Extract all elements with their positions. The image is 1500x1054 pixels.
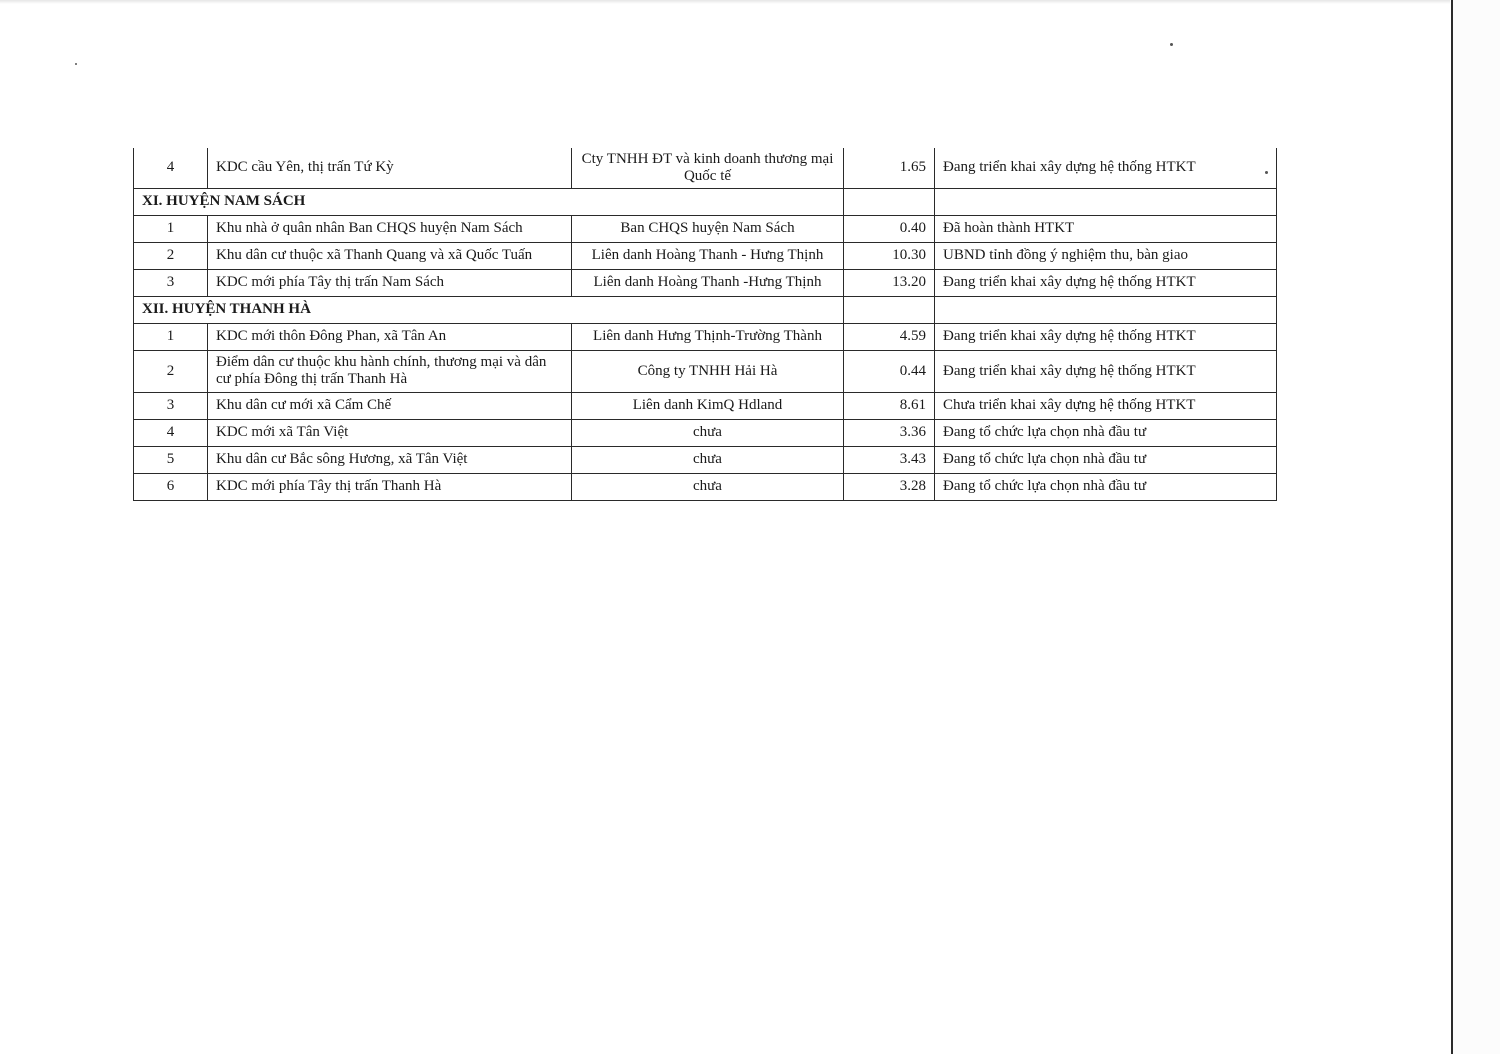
area-ha: 0.40 — [844, 215, 935, 242]
scan-speck — [1170, 43, 1173, 46]
implementation-status: Đang tổ chức lựa chọn nhà đầu tư — [935, 473, 1277, 500]
section-title: XI. HUYỆN NAM SÁCH — [134, 188, 844, 215]
project-name: KDC cầu Yên, thị trấn Tứ Kỳ — [208, 148, 572, 188]
section-header-row — [134, 296, 1277, 323]
row-number: 3 — [134, 392, 208, 419]
row-number: 6 — [134, 473, 208, 500]
table-row — [134, 215, 1277, 242]
scan-right-edge — [1451, 0, 1500, 1054]
investor-name: Liên danh Hoàng Thanh - Hưng Thịnh — [572, 242, 844, 269]
row-number: 1 — [134, 215, 208, 242]
table-row — [134, 269, 1277, 296]
area-ha: 4.59 — [844, 323, 935, 350]
table-row — [134, 350, 1277, 392]
implementation-status: Đang triển khai xây dựng hệ thống HTKT — [935, 323, 1277, 350]
project-name: Khu dân cư thuộc xã Thanh Quang và xã Quốc Tuấn — [208, 242, 572, 269]
implementation-status: Đang triển khai xây dựng hệ thống HTKT — [935, 148, 1277, 188]
investor-name: chưa — [572, 473, 844, 500]
investor-name: Liên danh Hưng Thịnh-Trường Thành — [572, 323, 844, 350]
section-blank-area — [844, 296, 935, 323]
section-blank-area — [844, 188, 935, 215]
project-name: Điểm dân cư thuộc khu hành chính, thương mại và dân cư phía Đông thị trấn Thanh Hà — [208, 350, 572, 392]
implementation-status: Đang triển khai xây dựng hệ thống HTKT — [935, 269, 1277, 296]
investor-name: Liên danh KimQ Hdland — [572, 392, 844, 419]
project-name: KDC mới thôn Đông Phan, xã Tân An — [208, 323, 572, 350]
table-body — [134, 148, 1277, 500]
section-blank-status — [935, 296, 1277, 323]
investor-name: Cty TNHH ĐT và kinh doanh thương mại Quốc tế — [572, 148, 844, 188]
table-row — [134, 242, 1277, 269]
area-ha: 8.61 — [844, 392, 935, 419]
table-row — [134, 446, 1277, 473]
investor-name: chưa — [572, 419, 844, 446]
area-ha: 0.44 — [844, 350, 935, 392]
section-blank-status — [935, 188, 1277, 215]
row-number: 2 — [134, 242, 208, 269]
area-ha: 3.43 — [844, 446, 935, 473]
area-ha: 13.20 — [844, 269, 935, 296]
section-title: XII. HUYỆN THANH HÀ — [134, 296, 844, 323]
table-row — [134, 323, 1277, 350]
investor-name: chưa — [572, 446, 844, 473]
project-status-table — [133, 148, 1277, 501]
project-name: KDC mới xã Tân Việt — [208, 419, 572, 446]
section-header-row — [134, 188, 1277, 215]
implementation-status: Chưa triển khai xây dựng hệ thống HTKT — [935, 392, 1277, 419]
project-name: KDC mới phía Tây thị trấn Thanh Hà — [208, 473, 572, 500]
area-ha: 3.36 — [844, 419, 935, 446]
table-row — [134, 419, 1277, 446]
project-name: Khu dân cư Bắc sông Hương, xã Tân Việt — [208, 446, 572, 473]
row-number: 5 — [134, 446, 208, 473]
project-name: KDC mới phía Tây thị trấn Nam Sách — [208, 269, 572, 296]
implementation-status: Đang triển khai xây dựng hệ thống HTKT — [935, 350, 1277, 392]
row-number: 4 — [134, 419, 208, 446]
investor-name: Liên danh Hoàng Thanh -Hưng Thịnh — [572, 269, 844, 296]
row-number: 4 — [134, 148, 208, 188]
implementation-status: UBND tỉnh đồng ý nghiệm thu, bàn giao — [935, 242, 1277, 269]
area-ha: 1.65 — [844, 148, 935, 188]
implementation-status: Đang tổ chức lựa chọn nhà đầu tư — [935, 419, 1277, 446]
table-row — [134, 473, 1277, 500]
investor-name: Công ty TNHH Hải Hà — [572, 350, 844, 392]
project-name: Khu dân cư mới xã Cẩm Chế — [208, 392, 572, 419]
implementation-status: Đang tổ chức lựa chọn nhà đầu tư — [935, 446, 1277, 473]
area-ha: 10.30 — [844, 242, 935, 269]
scan-speck — [75, 63, 77, 65]
row-number: 1 — [134, 323, 208, 350]
investor-name: Ban CHQS huyện Nam Sách — [572, 215, 844, 242]
area-ha: 3.28 — [844, 473, 935, 500]
scan-top-edge — [0, 0, 1450, 4]
table-row — [134, 148, 1277, 188]
row-number: 2 — [134, 350, 208, 392]
project-name: Khu nhà ở quân nhân Ban CHQS huyện Nam Sách — [208, 215, 572, 242]
table-row — [134, 392, 1277, 419]
implementation-status: Đã hoàn thành HTKT — [935, 215, 1277, 242]
row-number: 3 — [134, 269, 208, 296]
